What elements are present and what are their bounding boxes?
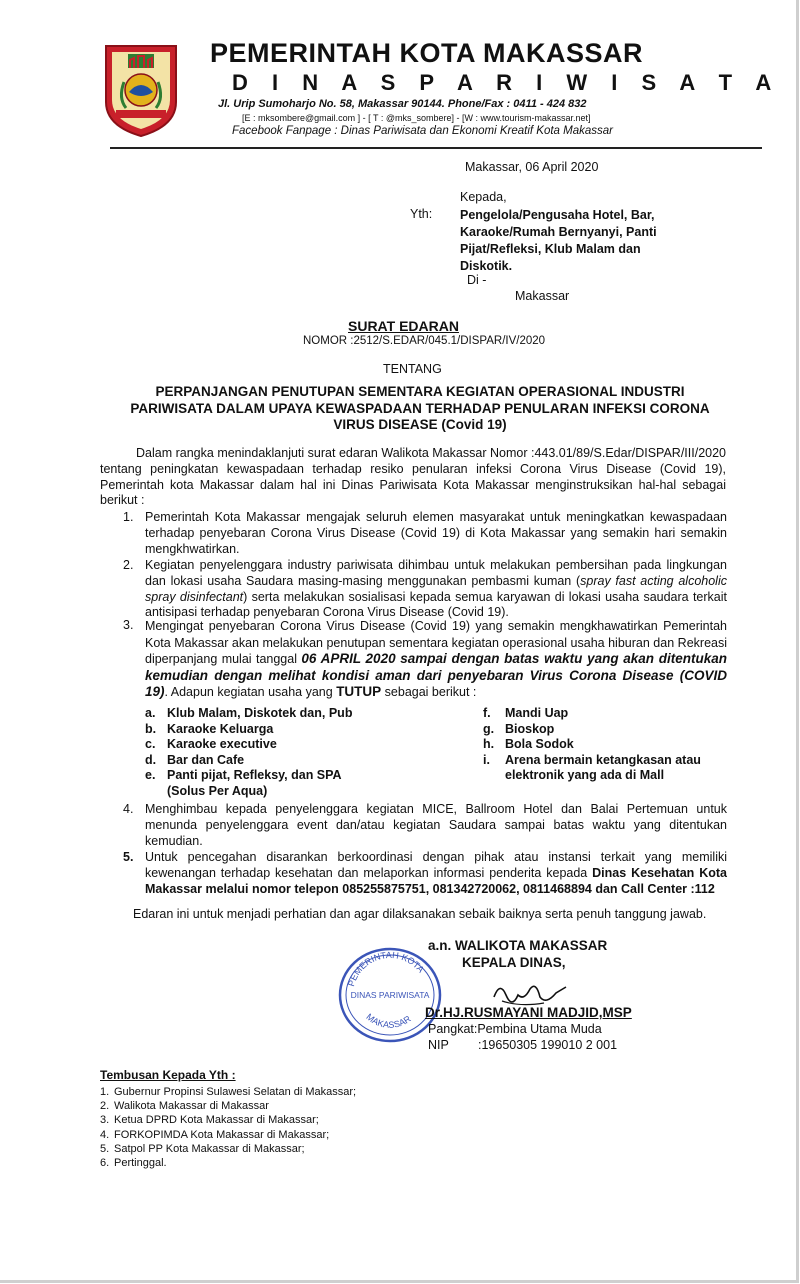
point-number: 1. — [123, 510, 134, 524]
letterhead-address: Jl. Urip Sumoharjo No. 58, Makassar 90144. Phone/Fax : 0411 - 424 832 — [218, 98, 587, 110]
closed-list-left — [145, 706, 395, 799]
point-3-text-e: sebagai berikut : — [381, 685, 477, 699]
point-1-text: Pemerintah Kota Makassar mengajak seluruh elemen masyarakat untuk meningkatkan kewaspadaan terhadap penyebaran Corona Virus Disease (Covid 19) di Kota Makassar yang semakin hari semakin mengkhwatirkan. — [145, 510, 727, 556]
recipient-address — [460, 207, 657, 275]
point-3-text-tutup: TUTUP — [336, 684, 382, 699]
subject-line: VIRUS DISEASE (Covid 19) — [333, 417, 507, 432]
closed-list-item: a. Klub Malam, Diskotek dan, Pub — [145, 706, 353, 720]
letterhead-facebook: Facebook Fanpage : Dinas Pariwisata dan Ekonomi Kreatif Kota Makassar — [232, 125, 613, 137]
closed-list-item: e. Panti pijat, Refleksy, dan SPA — [145, 768, 342, 782]
recipient-di: Di - — [467, 273, 487, 287]
signature-line-2: KEPALA DINAS, — [462, 955, 566, 970]
city-emblem-logo — [100, 42, 182, 138]
stamp-middle-text: DINAS PARIWISATA — [350, 990, 430, 1000]
recipient-line: Pijat/Refleksi, Klub Malam dan — [460, 242, 641, 256]
signatory-nip: :19650305 199010 2 001 — [478, 1038, 618, 1052]
closed-list-item: (Solus Per Aqua) — [167, 783, 268, 798]
surat-tentang: TENTANG — [383, 362, 442, 376]
letterhead-title: PEMERINTAH KOTA MAKASSAR — [210, 38, 643, 68]
point-number: 3. — [123, 618, 134, 632]
point-number: 5. — [123, 850, 134, 864]
point-2-text-italic: spray fast acting alcoholic spray disinfectant — [145, 573, 727, 604]
stamp-bottom-text: MAKASSAR — [364, 1011, 413, 1030]
point-3-text — [145, 618, 727, 701]
subject-line: PERPANJANGAN PENUTUPAN SEMENTARA KEGIATAN OPERASIONAL INDUSTRI — [155, 384, 685, 399]
closed-list-item: d. Bar dan Cafe — [145, 752, 245, 767]
signatory-rank: Pangkat:Pembina Utama Muda — [428, 1022, 602, 1036]
point-5-text-bold: Dinas Kesehatan Kota Makassar melalui nomor telepon 085255875751, 081342720062, 0811468894 dan Call Center :112 — [145, 865, 727, 896]
point-number: 4. — [123, 802, 134, 816]
surat-nomor: NOMOR :2512/S.EDAR/045.1/DISPAR/IV/2020 — [303, 335, 546, 347]
signatory-name: Dr.HJ.RUSMAYANI MADJID,MSP — [425, 1005, 632, 1020]
tembusan-item: 5. Satpol PP Kota Makassar di Makassar; — [100, 1142, 305, 1155]
recipient-city: Makassar — [515, 289, 570, 303]
point-5-text-a: Untuk pencegahan disarankan berkoordinasi dengan pihak atau instansi terkait yang memiliki kewenangan terhadap kesehatan dan melaporkan informasi penderita kepada — [145, 850, 727, 880]
recipient-line: Pengelola/Pengusaha Hotel, Bar, — [460, 208, 655, 222]
closed-list-right — [483, 706, 733, 784]
recipient-yth: Yth: — [410, 207, 433, 221]
point-3-text-c: . Adapun kegiatan usaha yang — [164, 685, 337, 699]
tembusan-item: 6. Pertinggal. — [100, 1157, 167, 1170]
tembusan-item: 4. FORKOPIMDA Kota Makassar di Makassar; — [100, 1128, 330, 1141]
point-3-text-a: Mengingat penyebaran Corona Virus Disease (Covid 19) yang semakin mengkhawatirkan Pemerintah Kota Makassar akan melakukan penutupan sementara kegiatan operasional usaha hiburan dan Rekreasi diperpanjang mulai tanggal — [145, 619, 727, 666]
point-2-text-a: Kegiatan penyelenggara industry pariwisata dihimbau untuk melakukan pembersihan pada lingkungan dan lokasi usaha Saudara masing-masing menggunakan pembasmi kuman ( — [145, 558, 727, 588]
recipient-line: Diskotik. — [460, 259, 513, 273]
signature-line-1: a.n. WALIKOTA MAKASSAR — [428, 938, 608, 953]
letterhead-department: D I N A S P A R I W I S A T A — [232, 70, 781, 95]
tembusan-item: 3. Ketua DPRD Kota Makassar di Makassar; — [100, 1114, 319, 1127]
closed-list-item: g. Bioskop — [483, 721, 555, 736]
closing-sentence: Edaran ini untuk menjadi perhatian dan agar dilaksanakan sebaik baiknya serta penuh tanggung jawab. — [133, 907, 707, 921]
recipient-line: Karaoke/Rumah Bernyanyi, Panti — [460, 225, 657, 239]
recipient-kepada: Kepada, — [460, 190, 507, 204]
closed-list-item: elektronik yang ada di Mall — [505, 768, 665, 782]
signatory-nip-label: NIP — [428, 1038, 449, 1052]
point-5-text — [145, 850, 727, 897]
letterhead-contacts: [E : mksombere@gmail.com ] - [ T : @mks_sombere] - [W : www.tourism-makassar.net] — [242, 113, 591, 123]
closed-list-item: b. Karaoke Keluarga — [145, 721, 274, 736]
closed-list-item: i. Arena bermain ketangkasan atau — [483, 752, 701, 767]
closed-list-item: h. Bola Sodok — [483, 737, 574, 751]
point-2-text-c: ) serta melakukan sosialisasi kepada semua karyawan di lokasi usaha saudara terkait antisipasi terhadap penyebaran Corona Virus Disease (Covid 19). — [145, 589, 727, 620]
point-3-text-emphasis: 06 APRIL 2020 sampai dengan batas waktu yang akan ditentukan kemudian dengan melihat kondisi aman dari penyebaran Virus Corona Disease (COVID 19) — [145, 651, 727, 699]
point-number: 2. — [123, 558, 134, 572]
closed-list-item: c. Karaoke executive — [145, 737, 277, 751]
intro-paragraph: Dalam rangka menindaklanjuti surat edaran Walikota Makassar Nomor :443.01/89/S.Edar/DISPAR/III/2020 tentang peningkatan kewaspadaan terhadap resiko penularan infeksi Corona Virus Disease (Covid 19), Pemerintah kota Makassar dalam hal ini Dinas Pariwisata Kota Makassar menginstruksikan hal-hal sebagai berikut : — [100, 446, 726, 508]
tembusan-item: 1. Gubernur Propinsi Sulawesi Selatan di Makassar; — [100, 1086, 357, 1098]
surat-subject — [100, 384, 740, 434]
stamp-top-text: PEMERINTAH KOTA — [346, 949, 427, 988]
closed-list-item: f. Mandi Uap — [483, 706, 569, 720]
tembusan-item: 2. Walikota Makassar di Makassar — [100, 1100, 269, 1113]
point-2-text — [145, 558, 727, 621]
letterhead-divider — [110, 147, 762, 149]
point-4-text: Menghimbau kepada penyelenggara kegiatan MICE, Ballroom Hotel dan Balai Pertemuan untuk menunda penyelenggara event dan/atau kegiatan Saudara sampai batas waktu yang ditentukan kemudian. — [145, 802, 727, 848]
date-line: Makassar, 06 April 2020 — [465, 160, 599, 174]
subject-line: PARIWISATA DALAM UPAYA KEWASPADAAN TERHADAP PENULARAN INFEKSI CORONA — [130, 400, 710, 416]
tembusan-heading: Tembusan Kepada Yth : — [100, 1068, 236, 1082]
surat-heading: SURAT EDARAN — [348, 318, 459, 334]
tembusan-list — [100, 1085, 356, 1170]
